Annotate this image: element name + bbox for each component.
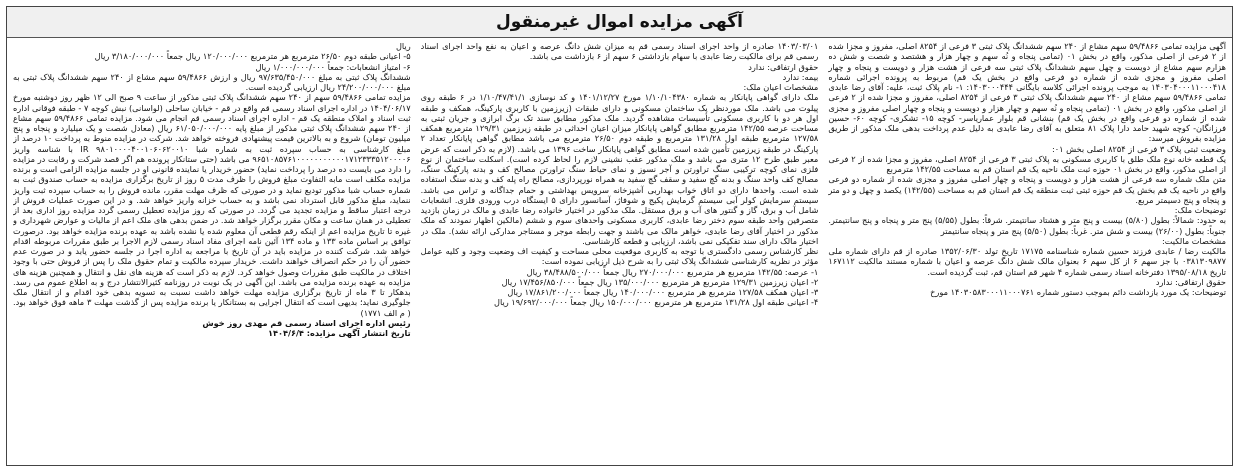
notice-header (7, 7, 1232, 38)
col2-paragraph: ۱۴۰۳/۰۳/۰۱ صادره از واحد اجرای اسناد رسمی قم به میزان شش دانگ عرصه و اعیان به نفع واحد اجرای اسناد رسمی قم برای مالکیت رضا عابدی با سهام بازداشتی ۶ سهم از ۶ بازداشت می باشد. (420, 41, 819, 62)
publish-date: تاریخ انتشار آگهی مزایده: ۱۴۰۴/۶/۴ (267, 328, 411, 338)
auction-notice (6, 6, 1233, 466)
col1-paragraph: متن ملک شماره سه فرعی از هشت هزار و دویست و پنجاه و چهار اصلی مفروز و مجزی شده از شماره دو فرعی واقع در ناحیه یک قم بخش یک قم حوزه ثبتی ثبت منطقه یک قم استان قم به مساحت (۱۴۲/۵۵) یکصد و چهل و دو متر و پنجاه و پنج دسیمتر مربع. (828, 174, 1226, 205)
col2-paragraph: ۲- اعیان زیرزمین ۱۲۹/۳۱ مترمربع هر مترمربع ۱۳۵/۰۰۰/۰۰۰ ریال جمعاً ۱۷/۴۵۶/۸۵۰/۰۰۰ ریال (501, 276, 819, 287)
column-left-text (13, 41, 411, 318)
notice-title: آگهی مزایده اموال غیرمنقول (496, 12, 743, 32)
col1-paragraph: آگهی مزایده تمامی ۵۹/۴۸۶۶ سهم مشاع از ۲۴۰ سهم ششدانگ پلاک ثبتی ۳ فرعی از ۸۲۵۴ اصلی، مفروز و مجزا شده از ۲ فرعی از اصلی مذکور، واقع در بخش ۰۱ (تمامی پنجاه و نُه سهم و چهار هزار و هشتصد و شصت و شش ده هزارم سهم مشاع از دویست و چهل سهم ششدانگ پلاک ثبتی سه فرعی از هشت هزار و دویست و پنجاه و چهار اصلی مفروز و مجزی شده از شماره دو فرعی واقع در بخش یک قم) مربوط به پرونده اجرائی شماره ۱۴۰۳۰۴۰۰۰۱۱۰۰۰۴۱۸ به موجب پرونده اجرائی کلاسه بایگانی ۱۴۰۳۰۰۰۴۴۴: ۱- نام پلاک ثبت، علیه: آقای رضا عابدی تمامی ۵۹/۴۸۶۶ سهم مشاع از ۲۴۰ سهم ششدانگ پلاک ثبتی ۳ فرعی از ۸۲۵۴ اصلی، مفروز و مجزا شده از ۲ فرعی از اصلی مذکور، واقع در بخش ۰۱ (تمامی پنجاه و نُه سهم و چهار هزار و دویست و پنجاه و چهار اصلی مفروز و مجزی شده از شماره دو فرعی واقع در بخش یک قم) بنشانی قم بلوار عماریاسر- کوچه ۱۵- تشکری- کوچه ۶۰- حسین فرزانگان- کوچه شهید حامد دارا پلاک ۸۱ متعلق به آقای رضا عابدی به دلیل عدم پرداخت بدهی ملک مذکور از طریق مزایده بفروش میرسد: (828, 41, 1226, 144)
col2-paragraph: ملک دارای گواهی پایانکار به شماره ۱/۱۰/۱۰۴۳۸۰ مورخ ۱۴۰۱/۱۲/۲۷ و کد نوسازی ۱/۱۰/۴۷/۴۱/۱ در ۶ طبقه روی پیلوت می باشد. ملک موردنظر یک ساختمان مسکونی و دارای طبقات (زیرزمین با کاربری پارکینگ، همکف و طبقه اول هر دو با کاربری مسکونی تأسیسات مشاهده گردید. ملک مذکور مطابق سند تک برگ ابرازی و جریان ثبتی به مساحت عرصه ۱۴۲/۵۵ مترمربع مطابق گواهی پایانکار میزان اعیان احداثی در طبقه زیرزمین ۱۲۹/۳۱ مترمربع همکف ۱۲۷/۵۸ مترمربع طبقه اول ۱۳۱/۲۸ مترمربع و طبقه دوم ۲۶/۵۰ مترمربع می باشد مطابق گواهی پایانکار تعداد ۲ پارکینگ در طبقه زیرزمین تأمین شده است مطابق گواهی پایانکار ساخت ۱۳۹۶ می باشد. (لازم به ذکر است که عرض معبر طبق طرح ۱۲ متری می باشد و ملک مذکور عقب نشینی لازم را لحاظ کرده است). اسکلت ساختمان از نوع فلزی نمای کوچه ترکیبی سنگ تراورتن و آجر نسوز و نمای حیاط سنگ تراورتن مصالح کف و بدنه پارکینگ سنگ، مصالح کف واحد سنگ و بدنه گچ سفید و سقف گچ سفید به همراه نورپردازی، مصالح راه پله کف و بدنه سنگ استفاده شده است. واحدها دارای دو اتاق خواب بهداربی آشپزخانه سرویس بهداشتی و حمام جداگانه و تراس می باشد. سیستم سرمایش کولر آبی سیستم گرمایش پکیج و شوفاژ، آسانسور دارای ۵ ایستگاه درب ورودی فلزی. انشعابات شامل آب و برق، گاز و گنتور های آب و برق مستقل. ملک مذکور در اختیار خانواده رضا عابدی و مالک در زمان بازدید متصرفین واحد طبقه سوم دختر رضا عابدی، کاربری مسکونی واحدهای سوم و ششم (مالکین اظهار نمودند که ملک مذکور در اختیار آقای رضا عابدی، خواهر مالک می باشند و جهت رابطه موجر و مستاجر مدارکی ارائه نشد). ملک در اختیار مالک دارای سند تفکیکی نمی باشد، ارزیابی و قطعه کارشناسی. (420, 92, 819, 246)
col1-paragraph: یک قطعه خانه نوع ملک طلق با کاربری مسکونی به پلاک ثبتی ۳ فرعی از ۸۲۵۴ اصلی، مفروز و مجزا شده از ۲ فرعی از اصلی مذکور، واقع در بخش ۰۱ حوزه ثبت ملک ناحیه یک قم استان قم به مساحت ۱۴۲/۵۵ مترمربع (828, 153, 1226, 174)
col2-paragraph: ۴- اعیانی طبقه اول ۱۳۱/۲۸ مترمربع هر مترمربع ۱۵۰/۰۰۰/۰۰۰ ریال جمعاً ۱۹/۶۹۲/۰۰۰/۰۰۰ ریال (494, 297, 819, 308)
col2-paragraph: ۳- اعیان همکف ۱۲۷/۵۸ مترمربع هر مترمربع ۱۴۰/۰۰۰/۰۰۰ ریال جمعاً ۱۷/۸۶۱/۲۰۰/۰۰۰ ریال (507, 287, 819, 297)
col3-paragraph: ششدانگ پلاک ثبتی به مبلغ ۹۷/۶۳۵/۴۵۰/۰۰۰ ریال و ارزش ۵۹/۴۸۶۶ سهم مشاع از ۲۴۰ سهم ششدانگ پلاک ثبتی به مبلغ ۲۴/۲۰۰/۰۰۰/۰۰۰ ریال ارزیابی گردیده است. (12, 71, 411, 92)
col1-paragraph: توضیحات ملک: (1174, 205, 1226, 215)
column-middle (421, 41, 819, 461)
col3-paragraph: ۵- اعیانی طبقه دوم ۲۶/۵۰ مترمربع هر مترمربع ۱۲۰/۰۰۰/۰۰۰ ریال جمعاً ۳/۱۸۰/۰۰۰/۰۰۰ ریال (94, 51, 411, 62)
col1-paragraph: به حدود: شمالاً: بطول (۵/۸۰) بیست و پنج متر و هشتاد سانتیمتر. شرقاً: بطول (۵/۵۵) پنج متر و پنجاه و پنج سانتیمتر. جنوباً: بطول (۲۶/۰۰) بیست و شش متر. غرباً: بطول (۵/۵۰) پنج متر و پنجاه سانتیمتر (828, 215, 1226, 236)
col1-paragraph: مالکیت رضا / عابدی فرزند حسین شماره شناسنامه ۱۷۱۷۵ تاریخ تولد ۱۳۵۲/۰۶/۳۰ صادره از قم دارای شماره ملی ۰۳۸۱۳۰۹۸۷۷ با جز سهم ۶ از کل سهم ۶ بعنوان مالک شش دانگ عرصه و اعیان با شماره مستند مالکیت ۱۶۷۱۱۲ تاریخ ۱۳۹۵/۰۸/۱۸ دفترخانه اسناد رسمی شماره ۴ شهر قم استان قم، ثبت گردیده است. (828, 246, 1226, 277)
col2-paragraph: بیمه: ندارد (782, 71, 819, 82)
col2-paragraph: ۱- عرصه: ۱۴۲/۵۵ مترمربع هر مترمربع ۲۷۰/۰۰۰/۰۰۰ ریال جمعاً ۳۸/۴۸۸/۵۰۰/۰۰۰ ریال (526, 266, 819, 277)
col2-paragraph: حقوق ارتفاقی: ندارد (748, 61, 819, 72)
col3-paragraph: ۶- امتیاز انشعابات: جمعاً ۱/۰۰۰/۰۰۰/۰۰۰ ریال (255, 61, 411, 72)
notice-body (13, 41, 1226, 461)
col2-paragraph: نظر کارشناس رسمی دادگستری با توجه به کاربری موقعیت محلی مساحت و کیفیت اف وضعیت وجود و کلیه عوامل مؤثر در نظریه کارشناسی ششدانگ پلاک ثبتی را به شرح ذیل ارزیابی نموده است: (420, 246, 819, 267)
column-left (13, 41, 411, 461)
column-right (828, 41, 1226, 461)
col1-paragraph: حقوق ارتفاقی: ندارد (1155, 276, 1226, 287)
col1-paragraph: توضیحات: یک مورد بازداشت دائم بموجب دستور شماره ۱۴۰۳۰۵۸۳۰۰۰۱۱۰۰۰۷۶۱ مورخ (930, 287, 1226, 297)
col3-paragraph: مزایده تمامی ۵۹/۴۸۶۶ سهم از ۲۴۰ سهم ششدانگ پلاک ثبتی مذکور از ساعت ۹ صبح الی ۱۲ ظهر روز دوشنبه مورخ ۱۴۰۴/۰۶/۱۷ در اداره اجرای اسناد رسمی قم واقع در قم - خیابان ساحلی (لواسانی) نبش کوچه ۷ - طبقه فوقانی اداره ثبت اسناد و املاک منطقه یک قم - اداره اجرای اسناد رسمی قم انجام می شود. مزایده تمامی ۵۹/۴۸۶۶ سهم مشاع از ۲۴۰ سهم ششدانگ پلاک ثبتی مذکور از مبلغ پایه ۶۱/۰۵۰/۰۰۰/۰۰۰ ریال (معادل شصت و یک میلیارد و پنجاه و پنج میلیون تومان) شروع و به بالاترین قیمت پیشنهادی فروخته خواهد شد. شرکت در مزایده منوط به پرداخت ۱۰ درصد از مبلغ کارشناسی به حساب سپرده ثبت به شماره شبا IR ۹۸۰۱۰۰۰۰۴۰۰۱۰۶۰۶۲۰۰۱۰ با شناسه واریز ۹۶۵۱۰۸۵۷۶۱۰۰۰۰۰۰۰۰۰۰۰۱۷۱۲۳۳۳۵۱۲۰۰۰۰۶ می باشد (حتی ستانکار پرونده هم اگر قصد شرکت و رقابت در مزایده را دارد می بایست ده درصد را پرداخت نماید) حضور خریدار یا نماینده قانونی او در جلسه مزایده الزامی است و برنده مزایده مکلف است مابه التفاوت مبلغ فروش را ظرف مدت ۵ روز از تاریخ برگزاری مزایده به حساب صندوق ثبت به شماره حساب شبا مذکور تودیع نماید و در صورتی که ظرف مهلت مقرر، مانده فروش را به حساب سپرده ثبت واریز ننماید، مبلغ مذکور قابل استرداد نمی باشد و به حساب خزانه واریز خواهد شد. و در این صورت عملیات فروش از درجه اعتبار ساقط و مزایده تجدید می گردد. در صورتی که روز مزایده تعطیل رسمی گردد مزایده روز اداری بعد از تعطیلی در همان ساعت و مکان مقرر برگزار خواهد شد. در ضمن بدهی های ملک اعم از مالیات و عوارض شهرداری و غیره تا تاریخ مزایده اعم از اینکه رقم قطعی آن معلوم شده یا نشده باشد به عهده برنده مزایده خواهد بود. درصورت توافق بر اساس ماده ۱۳۳ و ماده ۱۳۴ آئین نامه اجرای مفاد اسناد رسمی لازم الاجرا بر طبق مقررات مربوطه اقدام خواهد شد. شرکت کننده در مزایده باید در آن تاریخ با مراجعه به اداره اجرا در جلسه حضور یابد و در صورت عدم حضور آن را در حکم انصراف خواهند داشت. خریدار سپرده مالکیت و تمام حقوق ملک را پس از فروش حتی با وجود اختلاف در مالکیت طبق مقررات وصول خواهد کرد. لازم به ذکر است که هزینه های نقل و انتقال و همچنین هزینه های مزایده به عهده برنده مزایده می باشد. این آگهی در یک نوبت در روزنامه کثیرالانتشار درج و به اطلاع عموم می رسد. بدهکار تا ۳ ماه از تاریخ برگزاری مزایده مهلت خواهد داشت نسبت به تسویه بدهی خود اقدام و از انتقال ملک جلوگیری نماید؛ بدیهی است که انتقال اجرایی به بستانکار یا برنده مزایده پس از گذشت مهلت ۳ ماهه فوق خواهد بود. ( م الف ۱۷۷۱) (12, 92, 411, 318)
col3-paragraph: ریال (395, 41, 411, 51)
col2-paragraph: مشخصات اعیان ملک: (743, 82, 819, 92)
signature: رئیس اداره اجرای اسناد رسمی قم مهدی روز خوش (202, 317, 411, 328)
col1-paragraph: وضعیت ثبتی پلاک ۳ فرعی از ۸۲۵۴ اصلی بخش ۰۱: (1051, 143, 1226, 154)
col1-paragraph: مشخصات مالکیت: (1161, 235, 1226, 246)
